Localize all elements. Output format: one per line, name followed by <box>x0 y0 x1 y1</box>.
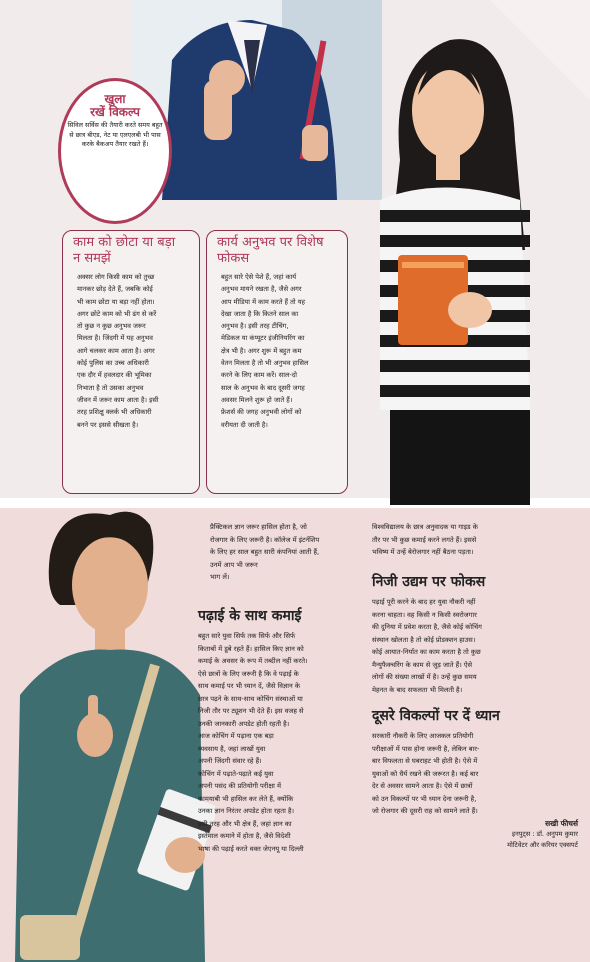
box-right-line: अवसर मिलने शुरू हो जाते हैं। <box>221 395 293 404</box>
subheading-other-options: दूसरे विकल्पों पर दें ध्यान <box>372 708 500 724</box>
box-left-line: जीवन में जरूर काम आता है। इसी <box>77 395 159 404</box>
column-line: उनका ज्ञान निरंतर अपडेट होता रहता है। <box>198 807 295 815</box>
column-line: अपनी पसंद की प्रतियोगी परीक्षा में <box>198 782 281 790</box>
box-right-line: मेडिकल या कंप्यूटर इंजीनियरिंग का <box>221 334 305 343</box>
column-line: इस्तेमाल कमाने में होता है, जैसे विदेशी <box>198 832 291 840</box>
credit-line-2: मोटिवेटर और करियर एक्सपर्ट <box>507 841 578 849</box>
column-line: परीक्षाओं में पास होना जरूरी है, लेकिन बार- <box>372 744 480 753</box>
box-right-line: फ्रेशर्स की जगह अनुभवी लोगों को <box>221 408 302 417</box>
credit-line-1: इनपुट्स : डॉ. अनुपम कुमार <box>511 830 578 838</box>
column-line: भाषा की पढ़ाई करते वक्त जेएनयू या दिल्ली <box>198 844 304 853</box>
column-mid-body <box>198 630 378 855</box>
box-right-line: बहुत सारे ऐसे पेशे हैं, जहां कार्य <box>221 273 297 281</box>
column-line: मैन्युफैक्चरिंग के काम से जुड़ जाते हैं। ऐसे <box>372 660 473 669</box>
box-left-line: मानकर छोड़ देते हैं, जबकि कोई <box>77 285 153 294</box>
box-left-line: तरह प्रशिक्षु क्लर्क भी अधिकारी <box>77 408 152 417</box>
column-line: पढ़ाई पूरी करने के बाद हर युवा नौकरी नहीं <box>372 598 476 606</box>
credit-name: सखी फीचर्स <box>545 819 578 828</box>
column-line: उनमें आप भी जरूर <box>210 560 258 569</box>
box-left-line: आगे चलकर काम आता है। अगर <box>77 346 155 355</box>
box-left-line: अक्सर लोग किसी काम को तुच्छ <box>77 273 155 281</box>
box-right-line: देखा जाता है कि कितने साल का <box>221 309 299 318</box>
column-line: अपनी जिंदगी संवार रहे हैं। <box>198 757 262 765</box>
box-left-line: तो कुछ न कुछ अनुभव जरूर <box>77 322 146 331</box>
column-line: इसी तरह और भी क्षेत्र हैं, जहां ज्ञान का <box>198 819 292 828</box>
column-line: साथ कमाई पर भी ध्यान दें, जैसे विज्ञान के <box>198 682 300 690</box>
column-line: भाग लें। <box>210 573 230 581</box>
column-line: ऐसे छात्रों के लिए जरूरी है कि वे पढ़ाई के <box>198 669 299 678</box>
column-line: आज कोचिंग में पढ़ाना एक बड़ा <box>198 732 274 740</box>
box-left-line: निभाता है तो उसका अनुभव <box>77 383 144 392</box>
student-boy-photo <box>0 495 215 962</box>
column-mid-top <box>210 521 390 584</box>
column-line: किताबों में डूबे रहते हैं। हासिल किए ज्ञान को <box>198 644 304 653</box>
column-line: कोचिंग में पढ़ाते-पढ़ाते कई युवा <box>198 769 274 778</box>
column-line: करना चाहता। वह किसी न किसी स्वरोजगार <box>372 610 477 619</box>
column-line: बहुत सारे युवा सिर्फ तक सिर्फ और सिर्फ <box>198 632 296 640</box>
box-left-line: एक दौर में हवलदार की भूमिका <box>77 371 152 380</box>
column-right-top <box>372 521 582 559</box>
column-line: को उन विकल्पों पर भी ध्यान देना जरूरी है, <box>372 794 477 803</box>
column-right-mid <box>372 596 584 696</box>
column-line: जो रोजगार की दूसरी राह को सामने लाते हैं। <box>372 807 478 815</box>
column-line: निजी तौर पर ट्यूशन भी देते हैं। इस वजह से <box>198 707 304 715</box>
column-line: बार विफलता से घबराहट भी होती है। ऐसे में <box>372 757 478 765</box>
box-right-line: आप मीडिया में काम करते हैं तो यह <box>221 297 306 306</box>
column-line: प्रैक्टिकल ज्ञान जरूर हासिल होता है, जो <box>210 523 307 531</box>
column-line: भविष्य में उन्हें बेरोजगार नहीं बैठना पड़ता। <box>372 548 474 556</box>
box-right-line: करने के लिए काम करें। साल-दो <box>221 371 297 380</box>
column-line: कोई आयात-निर्यात का काम करता है तो कुछ <box>372 648 481 656</box>
box-right-title-2: फोकस <box>217 251 250 266</box>
callout-heading-1: खुला <box>104 92 126 106</box>
column-line: कामयाबी भी हासिल कर लेते हैं, क्योंकि <box>198 794 294 803</box>
box-right-text <box>207 271 347 431</box>
column-line: की दुनिया में प्रवेश करता है, जैसे कोई कोचिंग <box>372 623 482 631</box>
box-work-experience-focus <box>206 230 348 494</box>
box-left-line: मिलता है। जिंदगी में यह अनुभव <box>77 334 153 343</box>
box-left-line: अगर छोटे काम को भी ढंग से करें <box>77 309 157 318</box>
column-line: युवाओं को धैर्य रखने की जरूरत है। कई बार <box>372 769 479 778</box>
box-left-title-1: काम को छोटा या बड़ा <box>73 235 176 250</box>
column-right-bottom <box>372 730 584 818</box>
column-line: रोजगार के लिए जरूरी है। कॉलेज में इंटर्नशिप <box>210 535 320 544</box>
column-line: सरकारी नौकरी के लिए आजकल प्रतियोगी <box>372 732 474 740</box>
student-girl-photo <box>350 0 590 505</box>
box-right-line: क्षेत्र भी है। अगर शुरू में बहुत कम <box>221 346 302 355</box>
column-line: देर से अवसर सामने आता है। ऐसे में छात्रों <box>372 782 473 790</box>
subheading-earning-with-study: पढ़ाई के साथ कमाई <box>198 608 302 624</box>
callout-body: सिविल सर्विस की तैयारी करते समय बहुत से छात्र बीएड, नेट या एलएलबी भी पास करके बैकअप तैयार रखते हैं। <box>67 121 163 149</box>
box-right-line: वेतन मिलता है तो भी अनुभव हासिल <box>221 359 309 368</box>
column-line: मेहनत के बाद सफलता भी मिलती है। <box>372 685 463 694</box>
credit-block <box>358 818 578 851</box>
column-line: संस्थान खोलता है तो कोई प्रोडक्शन हाउस। <box>372 635 476 644</box>
box-right-title-1: कार्य अनुभव पर विशेष <box>217 235 324 250</box>
column-line: तौर पर भी कुछ कमाई करने लगते हैं। इससे <box>372 535 477 544</box>
subheading-private-enterprise: निजी उद्यम पर फोकस <box>372 574 486 590</box>
column-line: विश्वविद्यालय के छात्र अनुवादक या गाइड के <box>372 523 478 531</box>
column-line: उनकी जानकारी अपडेट होती रहती है। <box>198 719 290 728</box>
column-line: लोगों की संख्या लाखों में है। उन्हें कुछ समय <box>372 673 477 681</box>
box-left-line: कोई पुलिस का उच्च अधिकारी <box>77 359 149 368</box>
box-small-or-big-work <box>62 230 200 494</box>
box-left-title <box>63 231 199 271</box>
box-right-line: साल के अनुभव के बाद दूसरी जगह <box>221 383 305 392</box>
column-line: व्यवसाय है, जहां लाखों युवा <box>198 744 266 753</box>
box-left-title-2: न समझें <box>73 251 111 266</box>
column-line: के लिए हर साल बहुत सारी कंपनियां आती हैं, <box>210 548 320 556</box>
box-right-line: वरीयता दी जाती है। <box>221 420 268 429</box>
column-line: कमाई के अवसर के रूप में तब्दील नहीं करते। <box>198 657 308 665</box>
box-right-title <box>207 231 347 271</box>
open-options-callout <box>58 78 172 224</box>
box-right-line: अनुभव है। इसी तरह टीचिंग, <box>221 322 289 331</box>
column-line: छात्र पढ़ने के साथ-साथ कोचिंग संस्थाओं या <box>198 694 303 703</box>
box-left-text <box>63 271 199 431</box>
callout-heading-2: रखें विकल्प <box>90 105 140 119</box>
box-left-line: भी काम छोटा या बड़ा नहीं होता। <box>77 297 155 306</box>
box-right-line: अनुभव मायने रखता है, जैसे अगर <box>221 285 302 294</box>
box-left-line: बनने पर इससे सीखता है। <box>77 420 139 429</box>
